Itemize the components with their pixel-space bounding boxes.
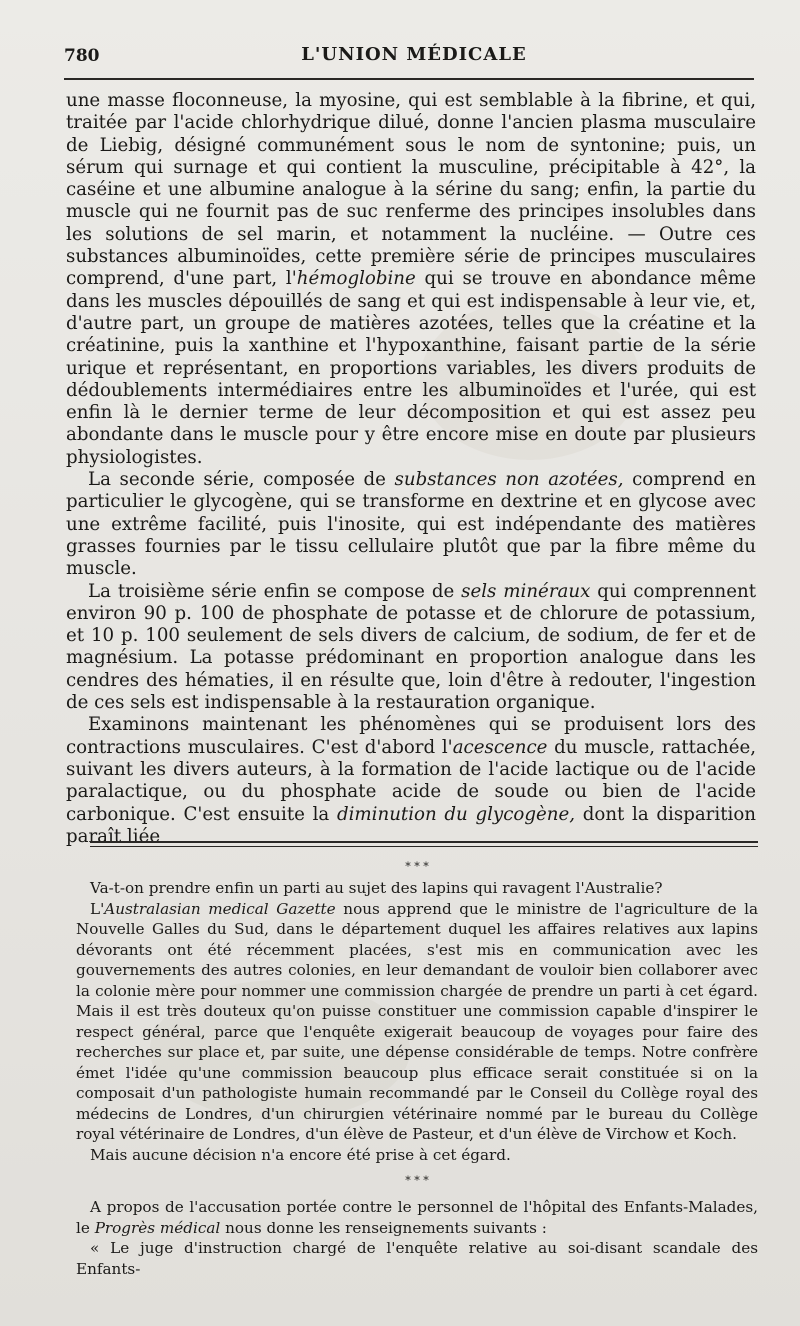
note-enfants-malades-quote: « Le juge d'instruction chargé de l'enquête relative au soi-disant scandale des Enfants- [76,1239,758,1278]
italic-term: hémoglobine [296,268,416,290]
note-enfants-malades-body [76,1197,758,1238]
page-number: 780 [64,46,100,66]
text-run: La seconde série, composée de [88,469,395,491]
note-rabbits-heading: Va-t-on prendre enfin un parti au sujet des lapins qui ravagent l'Australie? [90,879,663,897]
text-run: nous apprend que le ministre de l'agriculture de la Nouvelle Galles du Sud, dans le département duquel les affaires relatives aux lapins dévorants ont été récemment placées, s'est mis en communication avec les gouvernements des autres colonies, en leur demandant de vouloir bien collaborer avec la colonie mère pour nommer une commission chargée de prendre un parti à cet égard. Mais il est très douteux qu'on puisse constituer une commission capable d'inspirer le respect général, parce que l'enquête exigerait beaucoup de voyages pour faire des recherches sur place et, par suite, une dépense considérable de temps. Notre confrère émet l'idée qu'une commission beaucoup plus efficace serait constituée si on la composait d'un pathologiste humain recommandé par le Conseil du Collège royal des médecins de Londres, d'un chirurgien vétérinaire nommé par le bureau du Collège royal vétérinaire de Londres, d'un élève de Pasteur, et d'un élève de Virchow et Koch. [76,899,758,1143]
text-run: comprend en particulier le glycogène, qui se transforme en dextrine et en glycose avec une extrême facilité, puis l'inosite, qui est indépendante des matières grasses fournies par le tissu cellulaire plutôt que par la fibre même du muscle. [66,469,756,580]
text-run: La troisième série enfin se compose de [88,580,462,602]
section-divider [90,841,758,847]
text-run: du muscle, rattachée, suivant les divers auteurs, à la formation de l'acide lactique ou de l'acide paralactique, ou du phosphate acide de soude ou bien de l'acide carbonique. C'est ensuite la [66,736,756,825]
italic-term: acescence [452,736,548,758]
paragraph-mineral-salts [66,581,756,715]
main-article-text [66,90,756,848]
text-run: nous donne les renseignements suivants : [220,1218,547,1237]
note-rabbits-close: Mais aucune décision n'a encore été prise à cet égard. [90,1145,511,1164]
asterism-2: * * * [405,1174,429,1187]
text-run: L' [90,899,105,918]
news-notes [76,860,758,1279]
text-run: Examinons maintenant les phénomènes qui se produisent lors des contractions musculaires. C'est d'abord l' [66,714,756,758]
note-rabbits-body [76,899,758,1145]
running-header [64,44,764,74]
text-run: qui se trouve en abondance même dans les muscles dépouillés de sang et qui est indispensable à leur vie, et, d'autre part, un groupe de matières azotées, telles que la créatine et la créatinine, puis la xanthine et l'hypoxanthine, faisant partie de la série urique et représentant, en proportions variables, les divers produits de dédoublements intermédiaires entre les albuminoïdes et l'urée, qui est enfin là le dernier terme de leur décomposition et qui est assez peu abondante dans le muscle pour y être encore mise en doute par plusieurs physiologistes. [66,268,756,468]
italic-term: sels minéraux [461,580,591,602]
asterism-1: * * * [405,860,429,873]
paragraph-contractions [66,714,756,848]
text-run: qui comprennent environ 90 p. 100 de phosphate de potasse et de chlorure de potassium, et 10 p. 100 seulement de sels divers de calcium, de sodium, de fer et de magnésium. La potasse prédominant en proportion analogue dans les cendres des hématies, il en résulte que, loin d'être à redouter, l'ingestion de ces sels est indispensable à la restauration organique. [66,580,756,714]
text-run: une masse floconneuse, la myosine, qui est semblable à la fibrine, et qui, traitée par l'acide chlorhydrique dilué, donne l'ancien plasma musculaire de Liebig, désigné communément sous le nom de syntonine; puis, un sérum qui surnage et qui contient la musculine, précipitable à 42°, la caséine et une albumine analogue à la sérine du sang; enfin, la partie du muscle qui ne fournit pas de suc renferme des principes insolubles dans les solutions de sel marin, et notamment la nucléine. — Outre ces substances albuminoïdes, cette première série de principes musculaires comprend, d'une part, l' [66,90,756,290]
italic-term: diminution du glycogène, [336,803,576,825]
paragraph-albuminoids [66,90,756,469]
paragraph-non-nitrogenous [66,469,756,580]
journal-title: L'UNION MÉDICALE [301,44,527,65]
header-rule [64,78,754,80]
text-run: A propos de l'accusation portée contre le personnel de l'hôpital des Enfants-Malades, le [76,1198,758,1237]
italic-term: Progrès médical [94,1218,221,1237]
text-run: dont la disparition paraît liée [66,803,756,847]
italic-term: Australasian medical Gazette [104,899,336,918]
italic-term: substances non azotées, [394,469,624,491]
